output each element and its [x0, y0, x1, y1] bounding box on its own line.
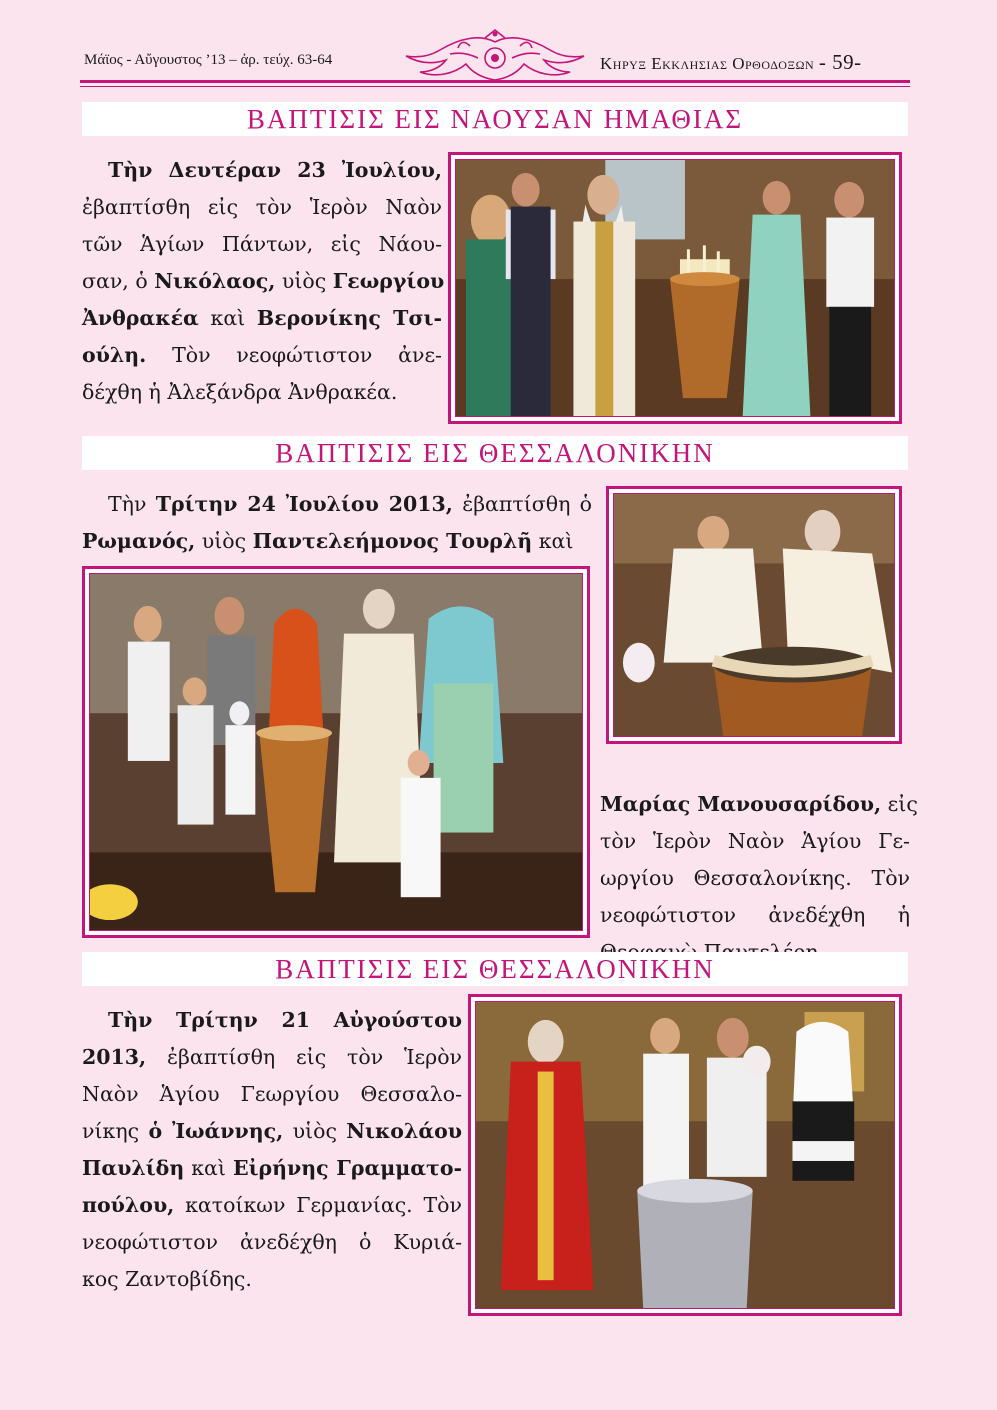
bold-name: Τρίτην 24 Ἰουλίου 2013, — [155, 492, 453, 516]
text-run: τὸν Ἱερὸν Ναὸν Ἁγίου Γε- — [600, 829, 910, 853]
bold-name: Τὴν Δευτέραν 23 Ἰουλίου, — [108, 158, 442, 182]
text-run: Τὴν — [108, 492, 156, 516]
text-line — [600, 897, 910, 934]
text-run: δέχθη ἡ Ἀλεξάνδρα Ἀνθρακέα. — [82, 380, 398, 404]
article-naousa-body — [82, 152, 445, 411]
text-line — [82, 1224, 462, 1261]
text-run: νίκης — [82, 1119, 149, 1143]
text-run: Τὸν νεοφώτιστον ἀνε- — [146, 343, 442, 367]
text-line — [600, 786, 918, 823]
text-line — [82, 1002, 462, 1039]
photo-thessaloniki-family — [82, 566, 590, 938]
text-run: κος Ζαντοβίδης. — [82, 1267, 252, 1291]
text-line — [82, 1150, 462, 1187]
text-run: καὶ — [198, 306, 257, 330]
article-thessaloniki-1-side-body — [600, 786, 918, 971]
text-run: νεοφώτιστον ἀνεδέχθη ὁ Κυριά- — [82, 1230, 462, 1254]
bold-name: Νικολάου — [346, 1119, 463, 1143]
text-line — [82, 1261, 462, 1298]
text-run: Ναὸν Ἁγίου Γεωργίου Θεσσαλο- — [82, 1082, 462, 1106]
text-run: υἱὸς — [275, 269, 333, 293]
journal-title — [600, 50, 862, 75]
text-line — [82, 1039, 462, 1076]
text-run: υἱὸς — [283, 1119, 347, 1143]
text-run: κατοίκων Γερμανίας. Τὸν — [174, 1193, 462, 1217]
bold-name: Γεωργίου — [332, 269, 445, 293]
text-run: ωργίου Θεσσαλονίκης. Τὸν — [600, 866, 910, 890]
bold-name: Τὴν Τρίτην 21 Αὐγούστου — [108, 1008, 462, 1032]
text-line — [82, 523, 592, 560]
text-line — [600, 860, 910, 897]
text-run: νεοφώτιστον ἀνεδέχθη ἡ — [600, 903, 910, 927]
article-thessaloniki-2-body — [82, 1002, 462, 1298]
text-line — [82, 152, 442, 189]
text-run: υἱὸς — [195, 529, 253, 553]
page-number: - 59- — [818, 50, 862, 74]
text-line — [82, 263, 445, 300]
bold-name: ὁ Ἰωάννης, — [148, 1119, 284, 1143]
photo-naousa-baptism — [448, 152, 902, 424]
text-line — [82, 226, 442, 263]
text-run: εἰς — [881, 792, 918, 816]
section-title-naousa: ΒΑΠΤΙΣΙΣ ΕΙΣ ΝΑΟΥΣΑΝ ΗΜΑΘΙΑΣ — [82, 102, 908, 136]
bold-name: Νικόλαος, — [154, 269, 276, 293]
bold-name: Ρωμανός, — [82, 529, 196, 553]
text-run: ἐβαπτίσθη ὁ — [452, 492, 593, 516]
bold-name: Ἀνθρακέα — [82, 306, 199, 330]
header-rule-thin — [80, 86, 910, 87]
bold-name: Εἰρήνης Γραμματο- — [232, 1156, 462, 1180]
journal-name: Κηρυξ Εκκλησιας Ορθοδοξων — [600, 54, 815, 73]
photo-thessaloniki-immersion — [606, 486, 902, 744]
bold-name: πούλου, — [82, 1193, 175, 1217]
article-naousa — [82, 152, 445, 411]
text-run: τῶν Ἁγίων Πάντων, εἰς Νάου- — [82, 232, 442, 256]
section-title-thessaloniki-2: ΒΑΠΤΙΣΙΣ ΕΙΣ ΘΕΣΣΑΛΟΝΙΚΗΝ — [82, 952, 908, 986]
text-line — [82, 337, 442, 374]
text-run: ἐβαπτίσθη εἰς τὸν Ἱερὸν Ναὸν — [82, 195, 442, 219]
bold-name: ούλη. — [82, 343, 147, 367]
article-thessaloniki-1-intro — [82, 486, 592, 560]
text-line — [82, 374, 442, 411]
bold-name: Βερονίκης Τσι- — [256, 306, 442, 330]
photo-thessaloniki-ioannis — [468, 994, 902, 1316]
double-headed-eagle-emblem — [400, 28, 590, 88]
bold-name: Μαρίας Μανουσαρίδου, — [600, 792, 882, 816]
text-run: καὶ — [532, 529, 574, 553]
text-run: ἐβαπτίσθη εἰς τὸν Ἱερὸν — [146, 1045, 462, 1069]
text-line — [82, 189, 442, 226]
text-run: καὶ — [184, 1156, 233, 1180]
text-line — [82, 1113, 462, 1150]
article-thessaloniki-2 — [82, 1002, 462, 1298]
text-line — [82, 1187, 462, 1224]
bold-name: Παυλίδη — [82, 1156, 185, 1180]
header-rule — [80, 80, 910, 83]
text-line — [82, 486, 592, 523]
article-thessaloniki-1-side — [600, 786, 918, 971]
section-title-thessaloniki-1: ΒΑΠΤΙΣΙΣ ΕΙΣ ΘΕΣΣΑΛΟΝΙΚΗΝ — [82, 436, 908, 470]
bold-name: 2013, — [82, 1045, 147, 1069]
issue-info: Μάϊος - Αὔγουστος ’13 – ἀρ. τεύχ. 63-64 — [84, 52, 333, 68]
text-line — [82, 300, 442, 337]
text-line — [600, 823, 910, 860]
bold-name: Παντελεήμονος Τουρλῆ — [252, 529, 533, 553]
article-thessaloniki-1-intro-body — [82, 486, 592, 560]
text-line — [82, 1076, 462, 1113]
text-run: σαν, ὁ — [82, 269, 155, 293]
